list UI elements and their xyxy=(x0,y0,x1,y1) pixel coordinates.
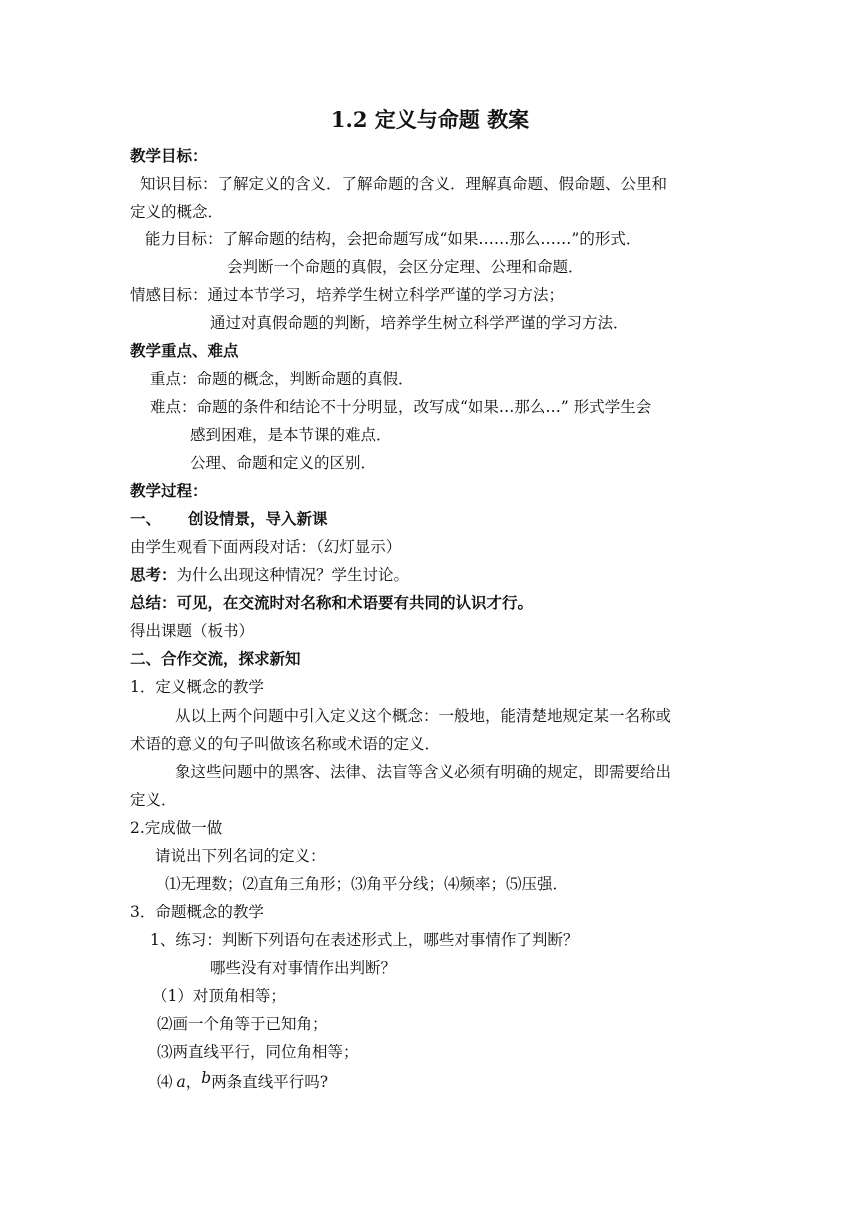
emotion-goal-line-1: 情感目标：通过本节学习，培养学生树立科学严谨的学习方法； xyxy=(130,286,565,304)
exercise-line-1: 1、练习：判断下列语句在表述形式上，哪些对事情作了判断？ xyxy=(150,931,579,949)
item-2-prompt: 请说出下列名词的定义： xyxy=(155,847,326,865)
section-2-heading: 二、合作交流，探求新知 xyxy=(130,649,301,668)
emotion-goal-line-2: 通过对真假命题的判断，培养学生树立科学严谨的学习方法． xyxy=(210,314,629,332)
knowledge-goal-line-1: 知识目标：了解定义的含义．了解命题的含义．理解真命题、假命题、公里和 xyxy=(140,175,668,193)
think-label: 思考： xyxy=(130,565,177,584)
section-1-heading: 一、 创设情景，导入新课 xyxy=(130,509,328,528)
question-4-suffix: 两条直线平行吗? xyxy=(211,1073,329,1091)
keypoints-heading: 教学重点、难点 xyxy=(130,341,239,360)
question-3: ⑶两直线平行，同位角相等； xyxy=(157,1043,359,1061)
goals-heading: 教学目标： xyxy=(130,146,208,165)
think-text: 为什么出现这种情况？学生讨论。 xyxy=(176,566,410,584)
summary-line: 总结：可见，在交流时对名称和术语要有共同的认识才行。 xyxy=(130,593,534,612)
question-1: （1）对顶角相等； xyxy=(152,987,286,1005)
variable-a: a xyxy=(176,1073,186,1091)
question-4-prefix: ⑷ xyxy=(157,1073,173,1091)
item-2-list: ⑴无理数；⑵直角三角形；⑶角平分线；⑷频率；⑸压强． xyxy=(165,875,569,893)
ability-goal-line-1: 能力目标：了解命题的结构，会把命题写成“如果……那么……”的形式． xyxy=(145,230,642,248)
knowledge-goal-line-2: 定义的概念． xyxy=(130,203,224,221)
item-1-heading: 1．定义概念的教学 xyxy=(130,678,264,696)
difficulty-line-1: 难点：命题的条件和结论不十分明显，改写成“如果…那么…” 形式学生会 xyxy=(150,398,652,416)
item-3-heading: 3．命题概念的教学 xyxy=(130,903,264,921)
process-heading: 教学过程： xyxy=(130,481,208,500)
document-title: 1.2 定义与命题 教案 xyxy=(330,107,530,132)
ability-goal-line-2: 会判断一个命题的真假，会区分定理、公理和命题． xyxy=(227,258,584,276)
difficulty-line-3: 公理、命题和定义的区别． xyxy=(190,454,377,472)
think-line xyxy=(130,565,409,585)
item-2-heading: 2.完成做一做 xyxy=(130,819,223,837)
dialog-line: 由学生观看下面两段对话：（幻灯显示） xyxy=(130,538,402,556)
question-2: ⑵画一个角等于已知角； xyxy=(157,1015,328,1033)
difficulty-line-2: 感到困难，是本节课的难点． xyxy=(190,426,392,444)
variable-b: b xyxy=(201,1069,212,1087)
question-4-comma: ， xyxy=(185,1073,202,1091)
item-1-paragraph-1-line-1: 从以上两个问题中引入定义这个概念：一般地，能清楚地规定某一名称或 xyxy=(175,707,672,725)
question-4 xyxy=(157,1069,329,1092)
topic-line: 得出课题（板书） xyxy=(130,622,255,640)
item-1-paragraph-2-line-2: 定义． xyxy=(130,791,177,809)
item-1-paragraph-1-line-2: 术语的意义的句子叫做该名称或术语的定义． xyxy=(130,735,441,753)
item-1-paragraph-2-line-1: 象这些问题中的黑客、法律、法盲等含义必须有明确的规定，即需要给出 xyxy=(175,763,672,781)
key-point: 重点：命题的概念，判断命题的真假． xyxy=(150,370,414,388)
exercise-line-2: 哪些没有对事情作出判断？ xyxy=(210,959,397,977)
